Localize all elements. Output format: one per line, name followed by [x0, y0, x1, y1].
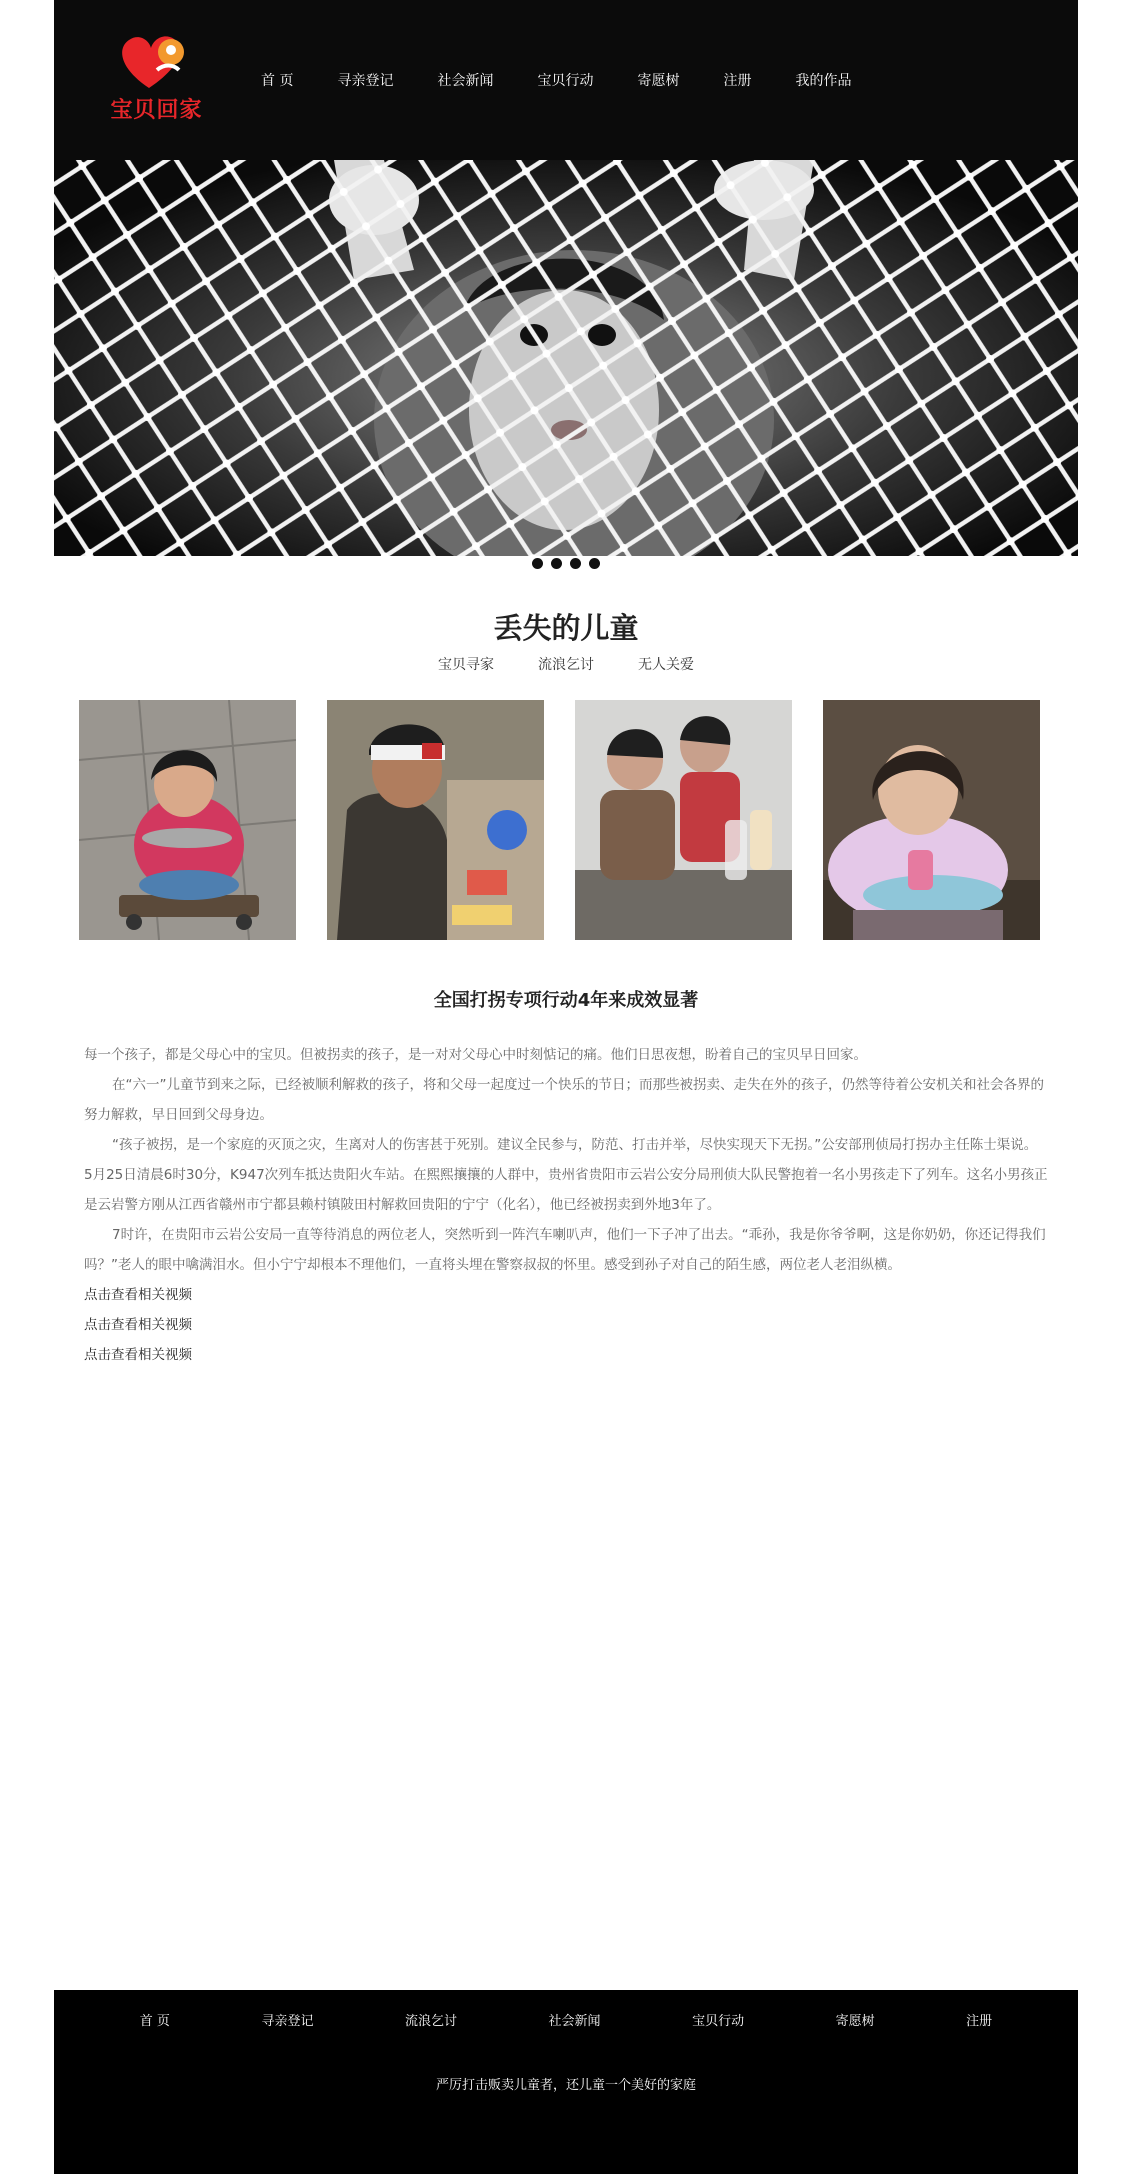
article-body: [84, 1040, 1049, 1370]
two-girls-photo[interactable]: [575, 700, 792, 940]
article-paragraph: 在“六一”儿童节到来之际，已经被顺利解救的孩子，将和父母一起度过一个快乐的节日；而那些被拐卖、走失在外的孩子，仍然等待着公安机关和社会各界的努力解救，早日回到父母身边。: [84, 1077, 1044, 1123]
main-nav: [261, 70, 895, 90]
video-link-1[interactable]: 点击查看相关视频: [84, 1287, 192, 1303]
nav-home[interactable]: 首 页: [261, 73, 294, 89]
tab-no-care[interactable]: 无人关爱: [638, 657, 694, 673]
injured-boy-photo[interactable]: [327, 700, 544, 940]
section-tabs: [54, 654, 1078, 674]
nav-signup[interactable]: 注册: [723, 73, 752, 89]
video-link-2[interactable]: 点击查看相关视频: [84, 1317, 192, 1333]
article-paragraph: 5月25日清晨6时30分，K947次列车抵达贵阳火车站。在熙熙攘攘的人群中，贵州省贵阳市云岩公安分局刑侦大队民警抱着一名小男孩走下了列车。这名小男孩正是云岩警方刚从江西省赣州市宁都县赖村镇陂田村解救回贵阳的宁宁（化名），他已经被拐卖到外地3年了。: [84, 1167, 1048, 1213]
footer-nav-register-search[interactable]: 寻亲登记: [261, 2014, 314, 2029]
tab-baby-find-home[interactable]: 宝贝寻家: [438, 657, 494, 673]
footer-nav-baby-action[interactable]: 宝贝行动: [692, 2014, 745, 2029]
footer-nav-social-news[interactable]: 社会新闻: [548, 2014, 601, 2029]
banner-dot-3[interactable]: [570, 558, 581, 569]
nav-my-works[interactable]: 我的作品: [795, 73, 852, 89]
girl-sitting-photo[interactable]: [823, 700, 1040, 940]
article-paragraph: 7时许，在贵阳市云岩公安局一直等待消息的两位老人，突然听到一阵汽车喇叭声，他们一下子冲了出去。“乖孙，我是你爷爷啊，这是你奶奶，你还记得我们吗？”老人的眼中噙满泪水。但小宁宁却根本不理他们，一直将头埋在警察叔叔的怀里。感受到孙子对自己的陌生感，两位老人老泪纵横。: [84, 1227, 1046, 1273]
footer-nav-home[interactable]: 首 页: [139, 2014, 170, 2029]
banner-dot-2[interactable]: [551, 558, 562, 569]
video-link-3[interactable]: 点击查看相关视频: [84, 1347, 192, 1363]
nav-baby-action[interactable]: 宝贝行动: [537, 73, 594, 89]
child-on-cart-photo[interactable]: [79, 700, 296, 940]
footer-slogan: 严厉打击贩卖儿童者，还儿童一个美好的家庭: [435, 2078, 696, 2093]
nav-wish-tree[interactable]: 寄愿树: [637, 73, 680, 89]
nav-register-search[interactable]: 寻亲登记: [337, 73, 394, 89]
nav-social-news[interactable]: 社会新闻: [437, 73, 494, 89]
article-paragraph: “孩子被拐，是一个家庭的灭顶之灾，生离对人的伤害甚于死别。建议全民参与，防范、打击并举，尽快实现天下无拐。”公安部刑侦局打拐办主任陈士渠说。: [112, 1137, 1038, 1153]
article-title: 全国打拐专项行动4年来成效显著: [433, 990, 699, 1011]
footer-nav-homeless-begging[interactable]: 流浪乞讨: [404, 2014, 457, 2029]
banner-dot-1[interactable]: [532, 558, 543, 569]
hero-banner: [54, 160, 1078, 556]
section-title: 丢失的儿童: [493, 611, 639, 645]
child-behind-net-photo: [54, 160, 1078, 556]
heart-logo-icon: [109, 30, 204, 100]
footer-nav: [54, 2010, 1078, 2029]
site-footer: [54, 1990, 1078, 2174]
banner-dot-4[interactable]: [589, 558, 600, 569]
footer-nav-wish-tree[interactable]: 寄愿树: [835, 2014, 875, 2029]
logo-text: 宝贝回家: [110, 98, 203, 123]
article-paragraph: 每一个孩子，都是父母心中的宝贝。但被拐卖的孩子，是一对对父母心中时刻惦记的痛。他们日思夜想，盼着自己的宝贝早日回家。: [84, 1047, 867, 1063]
footer-nav-signup[interactable]: 注册: [966, 2014, 993, 2029]
site-logo[interactable]: [109, 30, 204, 125]
site-header: [54, 0, 1078, 160]
banner-pagination: [54, 558, 1078, 572]
photo-gallery: [79, 700, 1079, 940]
tab-homeless-begging[interactable]: 流浪乞讨: [538, 657, 594, 673]
